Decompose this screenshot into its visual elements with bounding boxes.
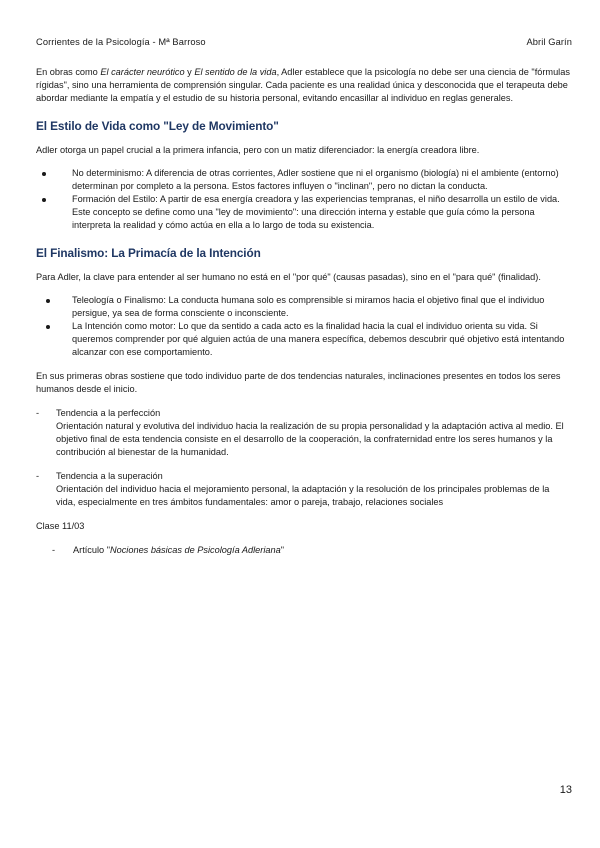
intro-text: y xyxy=(184,67,195,77)
section-heading-finalism: El Finalismo: La Primacía de la Intención xyxy=(36,246,261,260)
section-heading-lifestyle: El Estilo de Vida como "Ley de Movimiento" xyxy=(36,119,279,133)
article-prefix: Artículo " xyxy=(73,545,110,555)
lifestyle-lead-paragraph: Adler otorga un papel crucial a la primera infancia, pero con un matiz diferenciador: la energía creadora libre. xyxy=(36,145,480,155)
tendency-title: Tendencia a la perfección xyxy=(56,408,161,418)
page-header xyxy=(36,37,572,47)
tendency-description: Orientación del individuo hacia el mejoramiento personal, la adaptación y la resolución de los principales problemas de la vida, especialmente en tres ámbitos fundamentales: amor o pareja, trabajo, relaciones sociales xyxy=(56,484,550,507)
tendency-item-perfection xyxy=(36,407,570,459)
tendencies-intro-paragraph: En sus primeras obras sostiene que todo individuo parte de dos tendencias naturales, inclinaciones presentes en todos los seres humanos desde el inicio. xyxy=(36,371,561,394)
list-item xyxy=(72,320,570,359)
list-item xyxy=(72,294,570,320)
article-suffix: " xyxy=(280,545,284,555)
list-item-text: No determinismo: A diferencia de otras corrientes, Adler sostiene que ni el organismo (biología) ni el ambiente (entorno) determinan por completo a la persona. Estos factores influyen o "inclinan", pero no dictan la conducta. xyxy=(72,168,559,191)
intro-text: , Adler establece que la psicología no debe ser una ciencia de "fórmulas rígidas", sino una herramienta de comprensión singular. Cada paciente es una realidad única y desconocida que el terapeuta debe abordar mediante la empatía y el estudio de su historia personal, evitando encasillar al individuo en reglas generales. xyxy=(36,67,570,103)
bullet-icon xyxy=(42,198,46,202)
intro-text: En obras como xyxy=(36,67,101,77)
tendency-description: Orientación natural y evolutiva del individuo hacia la realización de su propia personalidad y la adaptación activa al medio. El objetivo final de esta tendencia consiste en el desarrollo de la cooperación, la confraternidad entre los seres humanos y la contribución al bienestar de la humanidad. xyxy=(56,421,564,457)
document-body xyxy=(36,66,570,557)
page-number: 13 xyxy=(559,784,572,796)
finalism-lead-paragraph: Para Adler, la clave para entender al ser humano no está en el "por qué" (causas pasadas), sino en el "para qué" (finalidad). xyxy=(36,272,541,282)
class-date-label: Clase 11/03 xyxy=(36,521,85,531)
list-item xyxy=(72,167,570,193)
bullet-icon xyxy=(42,172,46,176)
tendency-item-overcoming xyxy=(36,470,570,509)
book-title: El carácter neurótico xyxy=(100,67,185,77)
tendency-title: Tendencia a la superación xyxy=(56,471,163,481)
list-item xyxy=(72,193,570,232)
article-reference-item xyxy=(36,544,570,557)
dash-bullet: - xyxy=(52,545,56,555)
bullet-icon xyxy=(46,299,50,303)
lifestyle-bullet-list xyxy=(36,167,570,232)
header-course-title: Corrientes de la Psicología - Mª Barroso xyxy=(36,37,206,47)
dash-bullet: - xyxy=(36,471,40,481)
intro-paragraph xyxy=(36,66,570,105)
bullet-icon xyxy=(46,325,50,329)
dash-bullet: - xyxy=(36,408,40,418)
list-item-text: Teleología o Finalismo: La conducta humana solo es comprensible si miramos hacia el objetivo final que el individuo persigue, ya sea de forma consciente o inconsciente. xyxy=(72,295,545,318)
book-title: El sentido de la vida xyxy=(194,67,277,77)
list-item-text: La Intención como motor: Lo que da sentido a cada acto es la finalidad hacia la cual el individuo orienta su vida. Si queremos comprender por qué alguien actúa de una manera específica, debemos descubrir qué objetivo está intentando alcanzar con ese comportamiento. xyxy=(72,321,565,357)
header-author: Abril Garín xyxy=(526,37,572,47)
list-item-text: Formación del Estilo: A partir de esa energía creadora y las experiencias tempranas, el niño desarrolla un estilo de vida. Este concepto se define como una "ley de movimiento": una dirección interna y estable que guía cómo la persona interpreta la realidad y cómo actúa en ella a lo largo de toda su existencia. xyxy=(72,194,560,230)
finalism-bullet-list xyxy=(36,294,570,359)
article-title: Nociones básicas de Psicología Adleriana xyxy=(109,545,281,555)
